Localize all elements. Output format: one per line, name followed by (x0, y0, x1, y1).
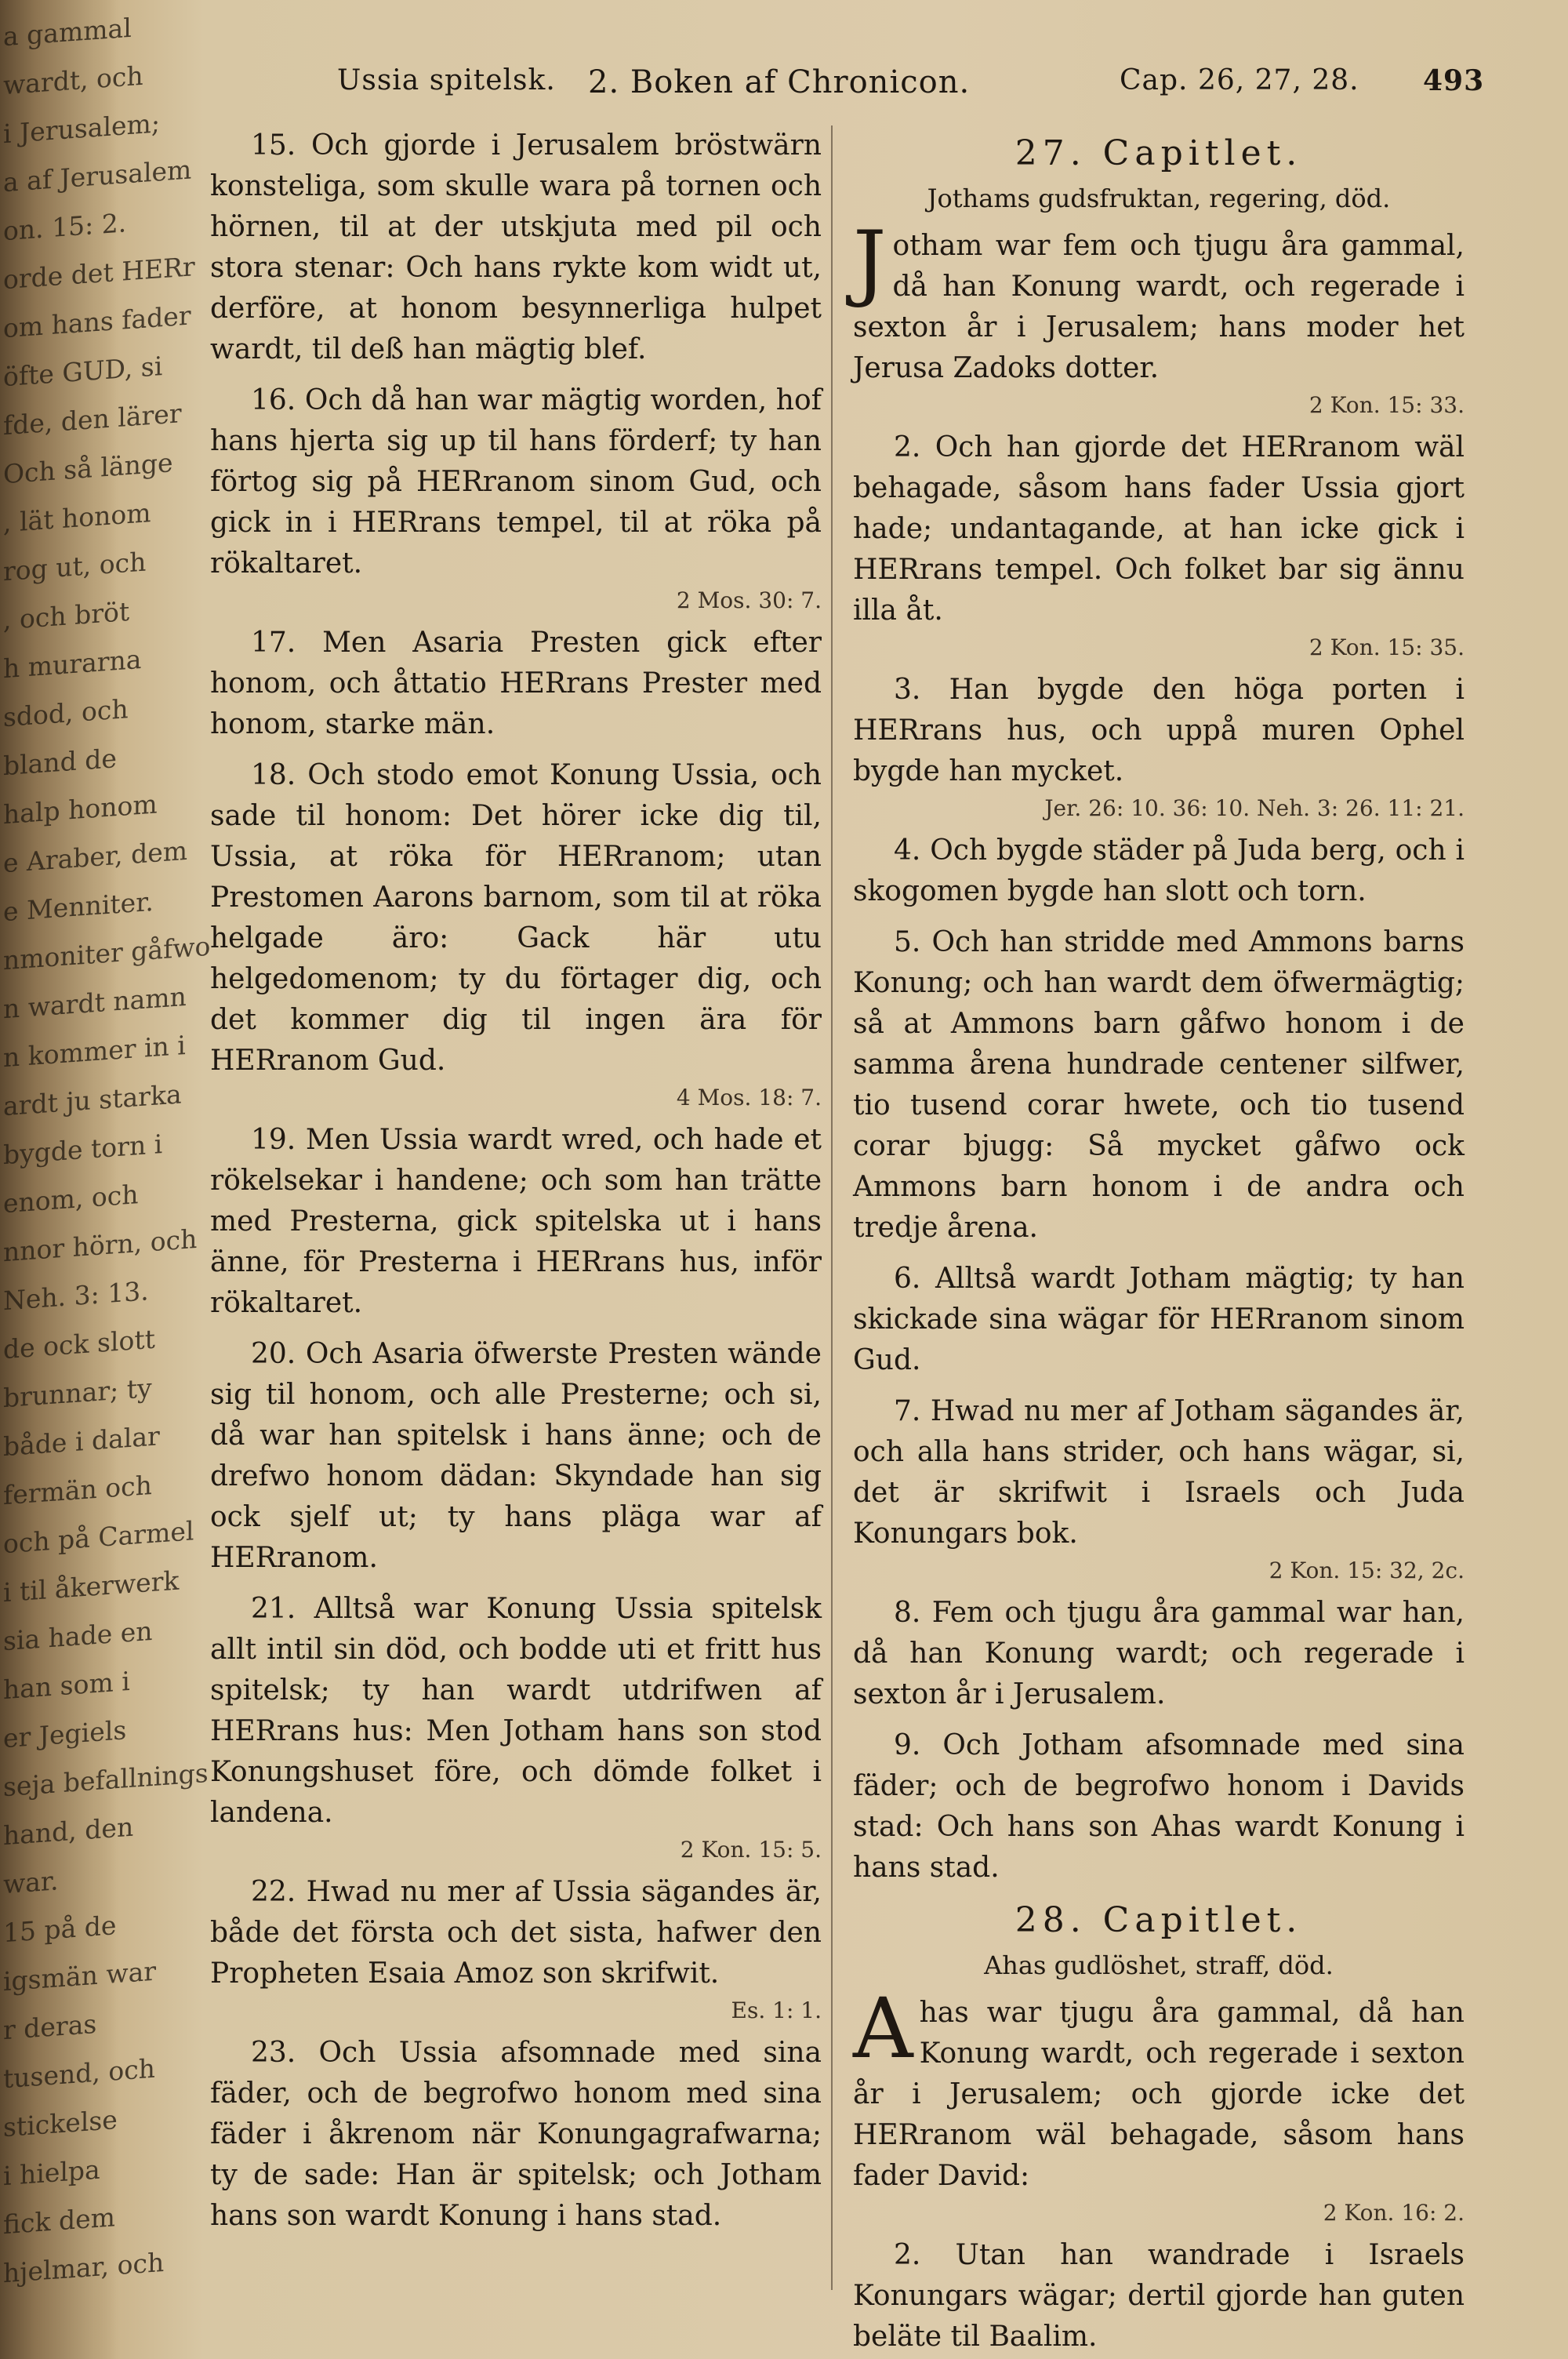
verse-number: 3. (894, 674, 921, 706)
verse-number: 16. (251, 384, 296, 416)
edge-line: 15 på de (3, 1910, 117, 1949)
edge-line: sia hade en (3, 1615, 153, 1657)
cross-reference: Es. 1: 1. (731, 1997, 822, 2023)
verse (210, 2033, 822, 2237)
verse-text: Och han gjorde det HERranom wäl behagade, såsom hans fader Ussia gjort hade; undantagande, at han icke gick i HERrans tempel. Och folket bar sig ännu illa åt. (853, 431, 1465, 627)
verse (210, 1872, 822, 1994)
edge-line: i hielpa (3, 2154, 100, 2192)
chapter-27-title: 27. Capitlet. (1014, 133, 1303, 173)
cross-reference: 4 Mos. 18: 7. (676, 1085, 822, 1110)
verse (853, 427, 1465, 631)
edge-line: Neh. 3: 13. (3, 1275, 149, 1317)
verse-text: Och gjorde i Jerusalem bröstwärn konsteliga, som skulle wara på tornen och hörnen, til at der utskjuta med pil och stora stenar: Och hans rykte kom widt ut, derföre, at honom besynnerliga hulpet wardt, til deß han mägtig blef. (210, 129, 822, 365)
right-column (853, 125, 1465, 2353)
verse-text: has war tjugu åra gammal, då han Konung wardt, och regerade i sexton år i Jerusalem; och gjorde icke det HERranom wäl behagade, såsom hans fader David: (853, 1997, 1465, 2192)
verse-number: 19. (251, 1124, 296, 1156)
verse (853, 1259, 1465, 1381)
edge-line: tusend, och (3, 2052, 155, 2095)
verse-number: 18. (251, 759, 296, 791)
verse (853, 2235, 1465, 2357)
verse (853, 1391, 1465, 1554)
verse-number: 6. (894, 1263, 921, 1295)
edge-line: n kommer in i (3, 1029, 186, 1074)
edge-line: e Menniter. (3, 885, 154, 928)
verse-number: 15. (251, 129, 296, 162)
edge-line: war. (3, 1865, 59, 1900)
chapter-27-summary: Jothams gudsfruktan, regering, död. (927, 184, 1391, 213)
verse-number: 21. (251, 1593, 296, 1625)
verse-text: Utan han wandrade i Israels Konungars wägar; dertil gjorde han guten beläte til Baalim. (853, 2239, 1465, 2353)
verse-text: Hwad nu mer af Jotham sägandes är, och alla hans strider, och hans wägar, si, det är skrifwit i Israels och Juda Konungars bok. (853, 1395, 1465, 1550)
chapter-28-summary: Ahas gudlöshet, straff, död. (984, 1950, 1334, 1980)
edge-line: nmoniter gåfwo (3, 930, 211, 976)
edge-line: i Jerusalem; (3, 107, 160, 150)
chapter-28-title: 28. Capitlet. (1014, 1900, 1303, 1940)
verse-text: Men Ussia wardt wred, och hade et rökelsekar i handene; och som han trätte med Presterna, gick spitelska ut i hans änne, för Presterna i HERrans hus, inför rökaltaret. (210, 1124, 822, 1319)
verse (210, 1589, 822, 1834)
verse-number: 9. (894, 1729, 921, 1761)
edge-line: bland de (3, 743, 117, 782)
verse-text: Och bygde städer på Juda berg, och i skogomen bygde han slott och torn. (853, 834, 1465, 907)
verse-number: 7. (894, 1395, 921, 1427)
edge-line: fick dem (3, 2201, 115, 2241)
edge-line: om hans fader (3, 300, 191, 344)
edge-line: igsmän war (3, 1955, 157, 1997)
running-head-left: Ussia spitelsk. (337, 64, 556, 96)
verse-number: 4. (894, 834, 921, 867)
verse-text: Fem och tjugu åra gammal war han, då han Konung wardt; och regerade i sexton år i Jerusalem. (853, 1597, 1465, 1710)
verse (853, 1593, 1465, 1715)
verse-number: 20. (251, 1338, 296, 1370)
verse (853, 1725, 1465, 1888)
cross-reference: 2 Kon. 15: 35. (1308, 634, 1465, 660)
verse-text: Alltså war Konung Ussia spitelsk allt intil sin död, och bodde uti et fritt hus spitelsk; ty han wardt utdrifwen af HERrans hus: Men Jotham hans son stod Konungshuset före, och dömde folket i landena. (210, 1593, 822, 1829)
edge-line: enom, och (3, 1179, 139, 1219)
verse (210, 380, 822, 584)
edge-line: fde, den lärer (3, 398, 182, 442)
left-column (210, 125, 822, 2290)
drop-cap: J (853, 213, 887, 310)
edge-line: rog ut, och (3, 546, 147, 587)
edge-line: e Araber, dem (3, 834, 188, 879)
verse-text: Hwad nu mer af Ussia sägandes är, både det första och det sista, hafwer den Propheten Esaia Amoz son skrifwit. (210, 1876, 822, 1990)
edge-line: bygde torn i (3, 1129, 163, 1171)
verse-text: Alltså wardt Jotham mägtig; ty han skickade sina wägar för HERranom sinom Gud. (853, 1263, 1465, 1376)
verse-number: 23. (251, 2037, 296, 2069)
page-number: 493 (1423, 64, 1485, 97)
edge-line: hjelmar, och (3, 2246, 165, 2289)
edge-line: fermän och (3, 1469, 152, 1511)
edge-line: brunnar; ty (3, 1372, 152, 1414)
edge-line: h murarna (3, 643, 142, 685)
edge-line: sdod, och (3, 693, 129, 733)
verse (210, 623, 822, 745)
verse-text: Och Jotham afsomnade med sina fäder; och de begrofwo honom i Davids stad: Och hans son Ahas wardt Konung i hans stad. (853, 1729, 1465, 1884)
edge-line: a gammal (3, 12, 132, 53)
verse (210, 125, 822, 370)
edge-line: han som i (3, 1665, 130, 1706)
edge-line: orde det HERr (3, 251, 195, 296)
edge-line: a af Jerusalem (3, 154, 192, 198)
verse-number: 17. (251, 627, 296, 659)
verse-number: 5. (894, 926, 921, 958)
verse-number: 8. (894, 1597, 921, 1629)
verse-text: Och Asaria öfwerste Presten wände sig til honom, och alle Presterne; och si, då war han spitelsk i hans änne; och de drefwo honom dädan: Skyndade han sig ock sjelf ut; ty hans pläga war af HERranom. (210, 1338, 822, 1574)
edge-line: nnor hörn, och (3, 1223, 198, 1268)
edge-line: , lät honom (3, 497, 151, 539)
edge-line: stickelse (3, 2104, 118, 2143)
verse-text: Han bygde den höga porten i HERrans hus, och uppå muren Ophel bygde han mycket. (853, 674, 1465, 787)
verse-text: otham war fem och tjugu åra gammal, då han Konung wardt, och regerade i sexton år i Jerusalem; hans moder het Jerusa Zadoks dotter. (853, 230, 1465, 384)
cross-reference: 2 Kon. 15: 5. (680, 1837, 822, 1863)
book-title: 2. Boken af Chronicon. (588, 64, 971, 100)
edge-line: öfte GUD, si (3, 351, 163, 393)
edge-line: wardt, och (3, 60, 143, 101)
drop-cap: A (853, 1980, 913, 2077)
verse-number: 22. (251, 1876, 296, 1908)
edge-line: , och bröt (3, 595, 130, 636)
edge-line: er Jegiels (3, 1714, 127, 1754)
verse-text: Och han stridde med Ammons barns Konung; och han wardt dem öfwermägtig; så at Ammons barn gåfwo honom i de samma årena hundrade centener silfwer, tio tusend corar hwete, och tio tusend corar bjugg: Så mycket gåfwo ock Ammons barn honom i de andra och tredje årena. (853, 926, 1465, 1244)
verse (853, 922, 1465, 1249)
verse-text: Men Asaria Presten gick efter honom, och åttatio HERrans Prester med honom, starke män. (210, 627, 822, 740)
running-header (337, 64, 1490, 113)
edge-line: både i dalar (3, 1420, 160, 1463)
cross-reference: 2 Mos. 30: 7. (676, 587, 822, 613)
edge-line: ardt ju starka (3, 1078, 182, 1122)
edge-line: on. 15: 2. (3, 207, 127, 247)
verse-number: 2. (894, 431, 921, 463)
chapter-27-verses (853, 427, 1465, 1888)
chapter-27-opening-verse (853, 213, 1465, 389)
verse-text: Och då han war mägtig worden, hof hans hjerta sig up til hans förderf; ty han förtog sig på HERranom sinom Gud, och gick in i HERrans tempel, til at röka på rökaltaret. (210, 384, 822, 580)
edge-line: Och så länge (3, 447, 173, 490)
edge-line: halp honom (3, 788, 158, 831)
verse (210, 1120, 822, 1324)
edge-line: hand, den (3, 1811, 134, 1852)
verse-text: Och stodo emot Konung Ussia, och sade til honom: Det hörer icke dig til, Ussia, at röka för HERranom; utan Prestomen Aarons barnom, som til at röka helgade äro: Gack här utu helgedomenom; ty du förtager dig, och det kommer dig til ingen ära för HERranom Gud. (210, 759, 822, 1077)
chapter-28-verses (853, 2235, 1465, 2357)
edge-line: de ock slott (3, 1323, 155, 1365)
edge-line: n wardt namn (3, 980, 187, 1025)
verse-number: 2. (894, 2239, 921, 2271)
verse-text: Och Ussia afsomnade med sina fäder, och de begrofwo honom med sina fäder i åkrenom när Konungagrafwarna; ty de sade: Han är spitelsk; och Jotham hans son wardt Konung i hans stad. (210, 2037, 822, 2232)
cross-reference: 2 Kon. 15: 33. (1308, 392, 1465, 418)
chapter-range: Cap. 26, 27, 28. (1120, 64, 1359, 96)
edge-line: i til åkerwerk (3, 1565, 180, 1608)
facing-page-edge (0, 0, 211, 2359)
verse (853, 831, 1465, 912)
edge-line: r deras (3, 2008, 97, 2046)
edge-line: och på Carmel (3, 1515, 194, 1560)
edge-line: seja befallnings (3, 1757, 209, 1803)
verse (853, 670, 1465, 792)
cross-reference: 2 Kon. 16: 2. (1323, 2200, 1465, 2226)
cross-reference: 2 Kon. 15: 32, 2c. (1269, 1558, 1465, 1583)
chapter-28-opening-verse (853, 1980, 1465, 2197)
column-divider (831, 125, 833, 2290)
cross-reference: Jer. 26: 10. 36: 10. Neh. 3: 26. 11: 21. (1044, 795, 1465, 821)
verse (210, 755, 822, 1081)
verse (210, 1334, 822, 1579)
